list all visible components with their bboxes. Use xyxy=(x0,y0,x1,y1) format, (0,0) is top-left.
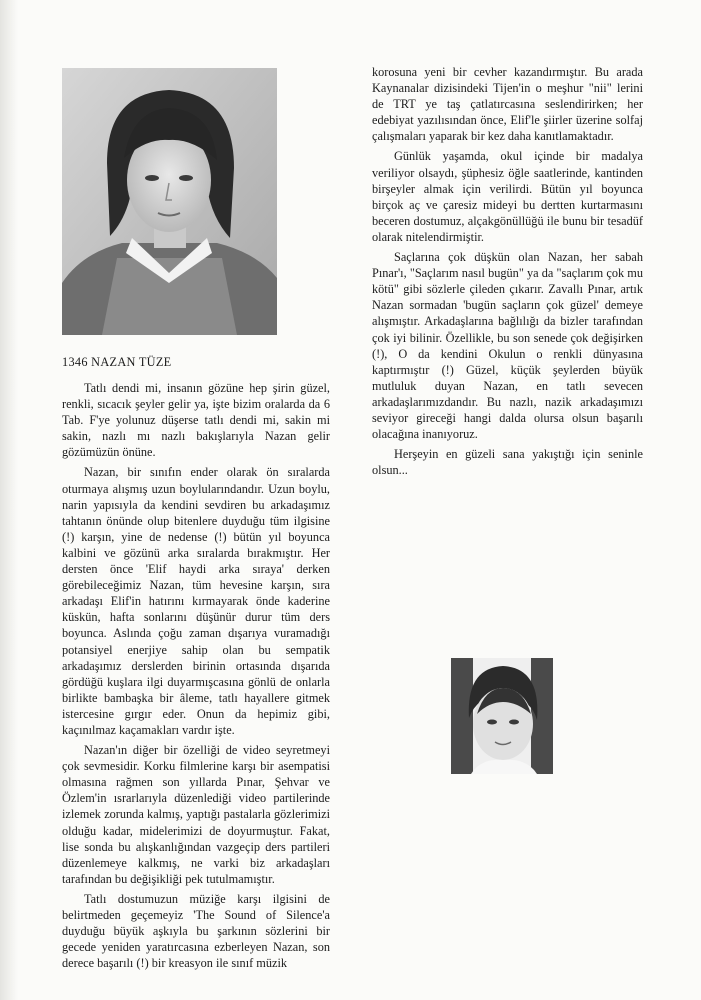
right-paragraph-1: korosuna yeni bir cevher kazandırmıştır. Bu arada Kaynanalar dizisindeki Tijen'in o meşhur "nii" lerini de TRT ye taş çatlatırcasına seslendirirken; her edebiyat yazılısından önce, Elif'le şiirler üzerine solfaj çalışmaları yaparak bir kez daha kanıtlamaktadır. xyxy=(372,65,643,144)
right-paragraph-2: Günlük yaşamda, okul içinde bir madalya veriliyor olsaydı, şüphesiz öğle saatlerinde, kantinden birşeyler almak için verilirdi. Bütün yıl boyunca birçok aç ve çaresiz mideyi bu dertten kurtarmasını beceren dostumuz, alçakgönüllüğü ile bunu bir tesadüf olarak nitelendirmiştir. xyxy=(372,149,643,244)
right-paragraph-4: Herşeyin en güzeli sana yakıştığı için seninle olsun... xyxy=(372,447,643,478)
student-portrait-photo xyxy=(62,68,277,335)
left-text-column xyxy=(62,380,330,975)
childhood-illustration xyxy=(451,658,553,774)
left-paragraph-3: Nazan'ın diğer bir özelliği de video seyretmeyi çok sevmesidir. Korku filmlerine karşı bir asempatisi olmasına rağmen son yıllarda Pınar, Şehvar ve Özlem'in ısrarlarıyla düzenlediği video partilerinde izlemek zorunda kalmış, yaptığı pastalarla gözlerimizi olduğu kadar, midelerimizi de doyurmuştur. Fakat, lise sonda bu alışkanlığından vazgeçip ders partileri düzenlemeye kalkmış, ne varki biz arkadaşları tarafından bu değişikliği pek tutulmamıştır. xyxy=(62,743,330,886)
right-paragraph-3: Saçlarına çok düşkün olan Nazan, her sabah Pınar'ı, "Saçlarım nasıl bugün" ya da "saçlarım çok mu kötü" gibi sözlerle çileden çıkarır. Zavallı Pınar, artık Nazan sormadan 'bugün saçların çok güzel' demeye alışmıştır. Arkadaşlarına bağlılığı da bizler tarafından çok iyi bilinir. Özellikle, bu son senede çok değişirken (!), O da kendini Okulun o renkli dünyasına kaptırmıştır (!) Güzel, küçük şeylerden büyük mutluluk duyan Nazan, en tatlı sevecen arkadaşlarımızdandır. Bu nazlı, nazik arkadaşımızı seviyor gireceği hangi dalda olursa olsun başarılı olacağına inanıyoruz. xyxy=(372,250,643,442)
portrait-illustration xyxy=(62,68,277,335)
student-name-caption: 1346 NAZAN TÜZE xyxy=(62,355,172,369)
left-paragraph-2: Nazan, bir sınıfın ender olarak ön sıralarda oturmaya alışmış uzun boylularındandır. Uzun boylu, narin yapısıyla da kendini sevdiren bu arkadaşımız tahtanın önünde olup bitenlere duyduğu tüm ilgisine (!) karşın, yine de nedense (!) bütün yıl boyunca kalbini ve gözünü arka sıralarda bırakmıştır. Her dersten önce 'Elif haydi arka sıraya' derken görebileceğimiz Nazan, tüm hevesine karşın, sıra arkadaşı Elif'in hatırını kırmayarak önde kaderine küskün, hafta sonlarını düşünür durur tüm ders boyunca. Aslında çoğu zaman dışarıya vuramadığı potansiyel enerjiye sahip olan bu sempatik arkadaşımız derslerden birinin ortasında dışarıda gördüğü kuşlara ilgi duyarmışcasına gönlü de onlarla birlikte bambaşka bir âleme, tatlı hayallere gitmek istercesine gırgır eder. Onun da hepimiz gibi, kaçınılmaz kaçamakları vardır işte. xyxy=(62,465,330,737)
right-text-column xyxy=(372,64,643,482)
childhood-photo xyxy=(451,658,553,774)
left-paragraph-4: Tatlı dostumuzun müziğe karşı ilgisini de belirtmeden geçemeyiz 'The Sound of Silence'a duyduğu büyük aşkıyla bu şarkının sözlerini bir gecede yeniden yaratırcasına ezberleyen Nazan, son derece başarılı (!) bir kreasyon ile sınıf müzik xyxy=(62,891,330,971)
page-spine-shadow xyxy=(0,0,18,1000)
left-paragraph-1: Tatlı dendi mi, insanın gözüne hep şirin güzel, renkli, sıcacık şeyler gelir ya, işte bizim oralarda da 6 Tab. F'ye yolunuz düşerse tatlı dendi mi, sakin mi sakin, nazlı mı nazlı bakışlarıyla Nazan gelir gözümüzün önüne. xyxy=(62,381,330,460)
